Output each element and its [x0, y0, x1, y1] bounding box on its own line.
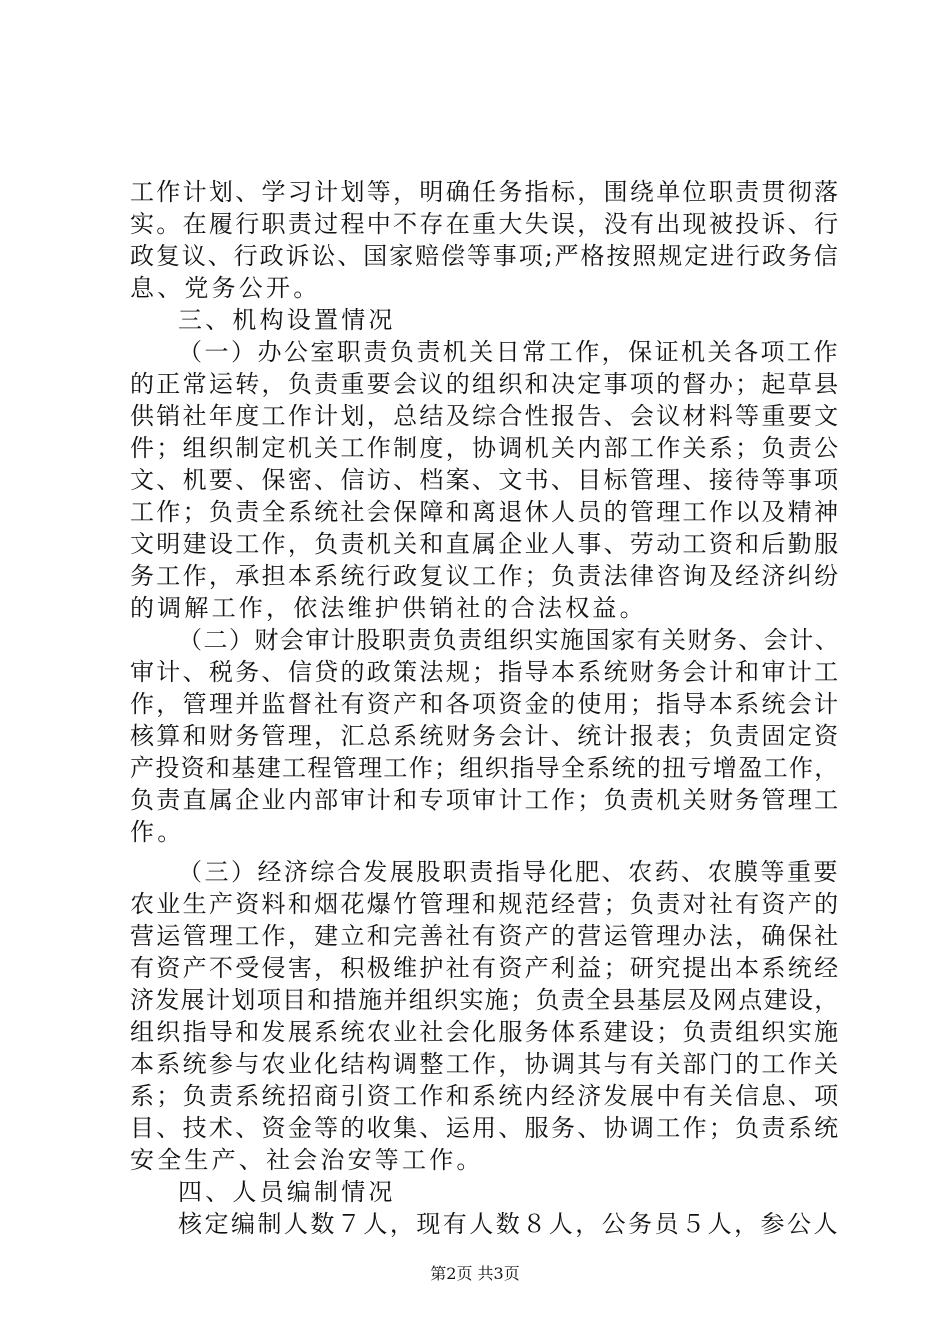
- text-line: 组织指导和发展系统农业社会化服务体系建设；负责组织实施: [130, 1018, 841, 1046]
- text-line: 本系统参与农业化结构调整工作，协调其与有关部门的工作关: [130, 1050, 841, 1078]
- text-line: 文、机要、保密、信访、档案、文书、目标管理、接待等事项: [130, 466, 841, 494]
- text-line: 文明建设工作，负责机关和直属企业人事、劳动工资和后勤服: [130, 530, 841, 558]
- text-line: 息、党务公开。: [130, 274, 321, 302]
- text-line: 作。: [130, 818, 185, 846]
- text-line: 目、技术、资金等的收集、运用、服务、协调工作；负责系统: [130, 1114, 841, 1142]
- text-line: （二）财会审计股职责负责组织实施国家有关财务、会计、: [178, 626, 841, 654]
- text-line: 作，管理并监督社有资产和各项资金的使用；指导本系统会计: [130, 690, 841, 718]
- text-line: 件；组织制定机关工作制度，协调机关内部工作关系；负责公: [130, 434, 841, 462]
- text-line: 的调解工作，依法维护供销社的合法权益。: [130, 594, 647, 622]
- text-line: 安全生产、社会治安等工作。: [130, 1146, 484, 1174]
- text-line: 济发展计划项目和措施并组织实施；负责全县基层及网点建设，: [130, 986, 840, 1014]
- text-line: 务工作，承担本系统行政复议工作；负责法律咨询及经济纠纷: [130, 562, 841, 590]
- text-line: （三）经济综合发展股职责指导化肥、农药、农膜等重要: [178, 858, 840, 886]
- text-line: 负责直属企业内部审计和专项审计工作；负责机关财务管理工: [130, 786, 841, 814]
- text-line: 系；负责系统招商引资工作和系统内经济发展中有关信息、项: [130, 1082, 841, 1110]
- text-line: 有资产不受侵害，积极维护社有资产利益；研究提出本系统经: [130, 954, 841, 982]
- section-heading: 四、人员编制情况: [178, 1178, 396, 1206]
- text-line: 工作；负责全系统社会保障和离退休人员的管理工作以及精神: [130, 498, 841, 526]
- text-line: 的正常运转，负责重要会议的组织和决定事项的督办；起草县: [130, 370, 841, 398]
- text-line: 核定编制人数７人，现有人数８人，公务员５人，参公人: [178, 1210, 840, 1238]
- text-line: （一）办公室职责负责机关日常工作，保证机关各项工作: [178, 338, 840, 366]
- section-heading: 三、机构设置情况: [178, 306, 396, 334]
- text-line: 供销社年度工作计划，总结及综合性报告、会议材料等重要文: [130, 402, 841, 430]
- page-footer: 第2页 共3页: [430, 1264, 520, 1283]
- text-line: 政复议、行政诉讼、国家赔偿等事项;严格按照规定进行政务信: [130, 242, 840, 270]
- text-line: 核算和财务管理，汇总系统财务会计、统计报表；负责固定资: [130, 722, 841, 750]
- text-line: 农业生产资料和烟花爆竹管理和规范经营；负责对社有资产的: [130, 890, 841, 918]
- text-line: 营运管理工作，建立和完善社有资产的营运管理办法，确保社: [130, 922, 841, 950]
- text-line: 工作计划、学习计划等，明确任务指标，围绕单位职责贯彻落: [130, 178, 841, 206]
- text-line: 实。在履行职责过程中不存在重大失误，没有出现被投诉、行: [130, 210, 841, 238]
- text-line: 产投资和基建工程管理工作；组织指导全系统的扭亏增盈工作，: [130, 754, 840, 782]
- text-line: 审计、税务、信贷的政策法规；指导本系统财务会计和审计工: [130, 658, 841, 686]
